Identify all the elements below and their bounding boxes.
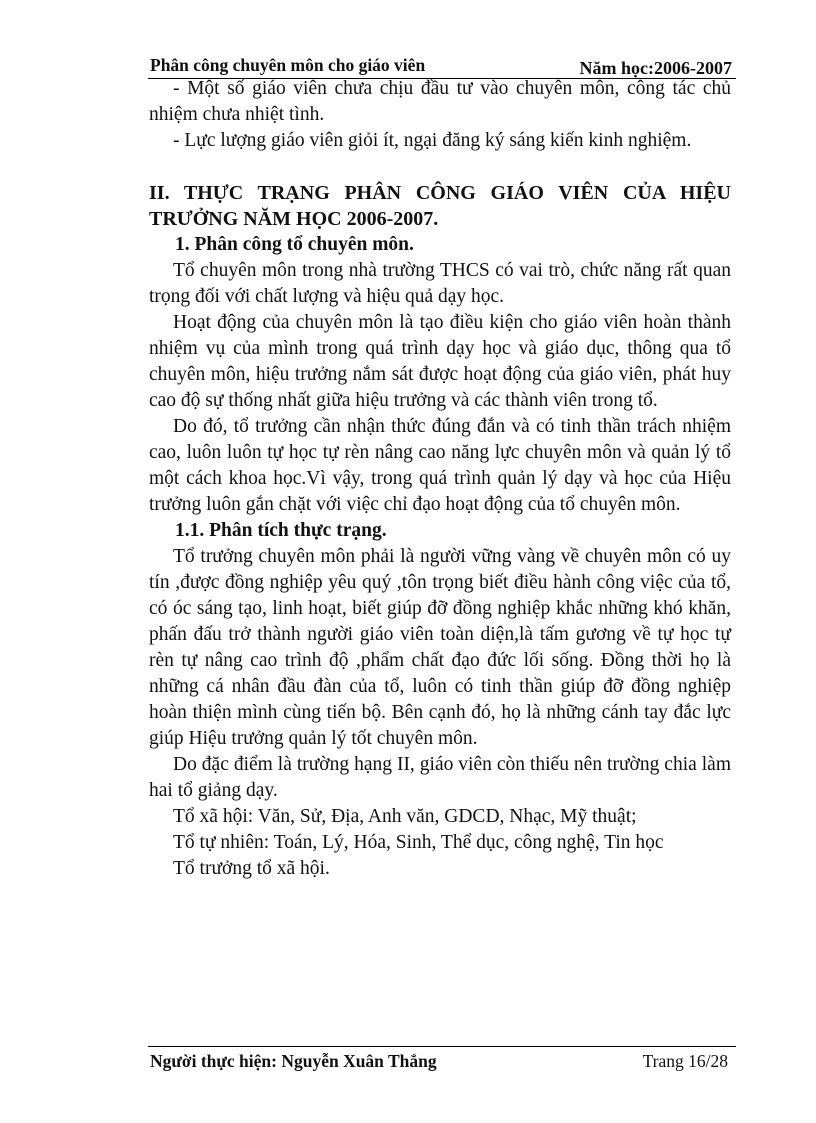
page-number: Trang 16/28 xyxy=(642,1051,728,1071)
paragraph: - Lực lượng giáo viên giỏi ít, ngại đăng ký sáng kiến kinh nghiệm. xyxy=(173,130,692,151)
paragraph: Tổ chuyên môn trong nhà trường THCS có vai trò, chức năng rất quan trọng đối với chất lượng và hiệu quả dạy học. xyxy=(149,260,731,307)
paragraph: Tổ tự nhiên: Toán, Lý, Hóa, Sinh, Thể dục, công nghệ, Tin học xyxy=(173,832,664,853)
section-heading: II. THỰC TRẠNG PHÂN CÔNG GIÁO VIÊN CỦA HIỆU TRƯỞNG NĂM HỌC 2006-2007. xyxy=(149,182,731,230)
paragraph: Tổ trưởng chuyên môn phải là người vững vàng về chuyên môn có uy tín ,được đồng nghiệp yêu quý ,tôn trọng biết điều hành công việc của tổ, có óc sáng tạo, linh hoạt, biết giúp đỡ đồng nghiệp khắc những khó khăn, phấn đấu trở thành người giáo viên toàn diện,là tấm gương về tự học tự rèn tự nâng cao trình độ ,phẩm chất đạo đức lối sống. Đồng thời họ là những cá nhân đầu đàn của tổ, luôn có tinh thần giúp đỡ đồng nghiệp hoàn thiện mình cùng tiến bộ. Bên cạnh đó, họ là những cánh tay đắc lực giúp Hiệu trưởng quản lý tốt chuyên môn. xyxy=(149,546,731,749)
paragraph: Tổ xã hội: Văn, Sử, Địa, Anh văn, GDCD, Nhạc, Mỹ thuật; xyxy=(173,806,637,827)
document-body xyxy=(149,76,731,882)
page-header xyxy=(148,52,736,79)
paragraph: Tổ trưởng tổ xã hội. xyxy=(173,858,330,879)
paragraph: - Một số giáo viên chưa chịu đầu tư vào chuyên môn, công tác chủ nhiệm chưa nhiệt tình. xyxy=(149,78,731,125)
paragraph: Do đặc điểm là trường hạng II, giáo viên còn thiếu nên trường chia làm hai tổ giảng dạy. xyxy=(149,754,731,801)
paragraph: Do đó, tổ trưởng cần nhận thức đúng đắn và có tinh thần trách nhiệm cao, luôn luôn tự học tự rèn nâng cao năng lực chuyên môn và quản lý tổ một cách khoa học.Vì vậy, trong quá trình quản lý dạy và học của Hiệu trưởng luôn gắn chặt với việc chỉ đạo hoạt động của tổ chuyên môn. xyxy=(149,416,731,515)
header-title: Phân công chuyên môn cho giáo viên xyxy=(150,55,426,75)
page-footer xyxy=(148,1046,736,1071)
footer-author: Người thực hiện: Nguyễn Xuân Thắng xyxy=(150,1051,437,1071)
subsection-heading: 1. Phân công tổ chuyên môn. xyxy=(175,234,414,255)
header-school-year: Năm học:2006-2007 xyxy=(579,58,732,78)
spacer xyxy=(149,154,731,180)
paragraph: Hoạt động của chuyên môn là tạo điều kiện cho giáo viên hoàn thành nhiệm vụ của mình trong quá trình dạy học và giáo dục, thông qua tổ chuyên môn, hiệu trưởng nắm sát được hoạt động của giáo viên, phát huy cao độ sự thống nhất giữa hiệu trưởng và các thành viên trong tổ. xyxy=(149,312,731,411)
subsection-heading: 1.1. Phân tích thực trạng. xyxy=(175,520,387,541)
